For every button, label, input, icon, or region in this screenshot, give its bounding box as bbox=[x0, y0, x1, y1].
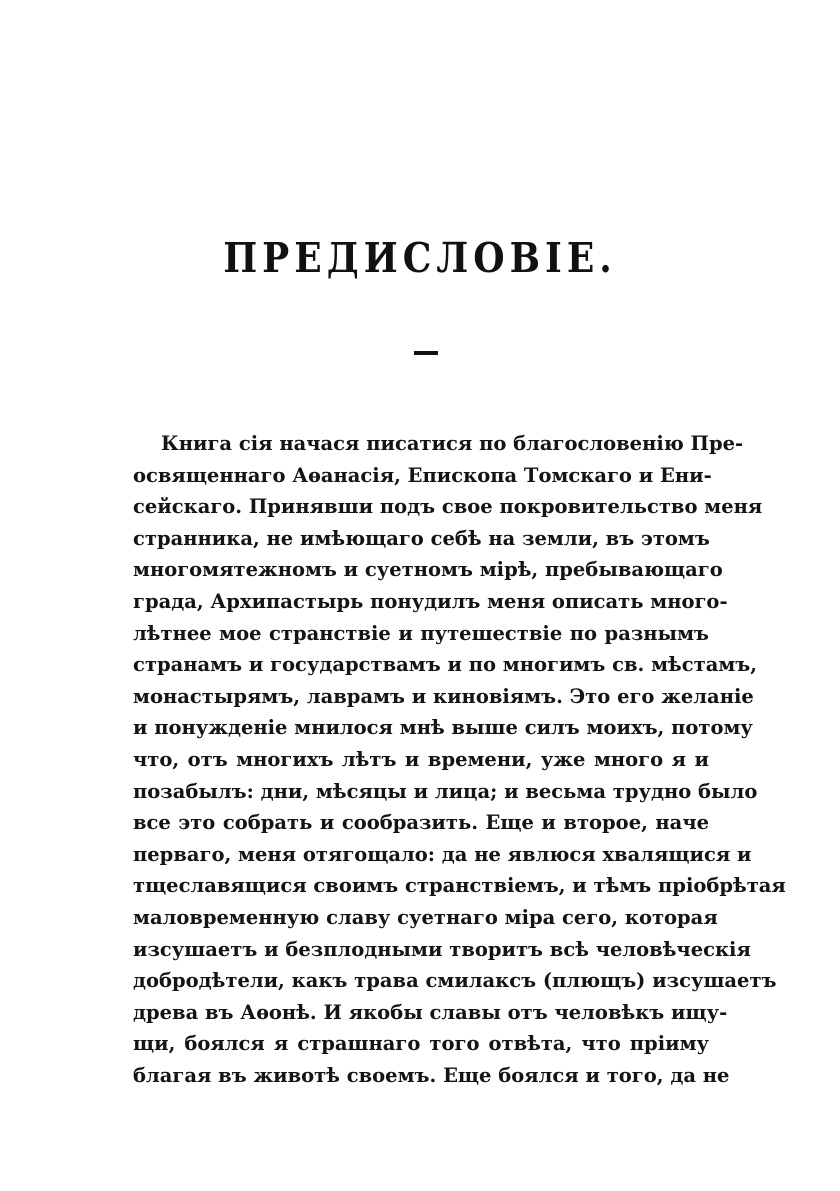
text-line: странника, не имѣющаго себѣ на земли, въ этомъ bbox=[133, 526, 710, 550]
text-line: освященнаго Аѳанасія, Епископа Томскаго и Ени- bbox=[133, 463, 712, 487]
text-line: и понужденіе мнилося мнѣ выше силъ моихъ, потому bbox=[133, 716, 753, 740]
text-line: добродѣтели, какъ трава смилаксъ (плющъ) изсушаетъ bbox=[133, 969, 777, 993]
text-line: сейскаго. Принявши подъ свое покровительство меня bbox=[133, 495, 763, 519]
text-line: щи, боялся я страшнаго того отвѣта, что пріиму bbox=[133, 1032, 709, 1056]
text-line: древа въ Аѳонѣ. И якобы славы отъ человѣкъ ищу- bbox=[133, 1000, 728, 1024]
text-line: Книга сія начася писатися по благословенію Пре- bbox=[161, 432, 744, 455]
text-line: монастырямъ, лаврамъ и киновіямъ. Это его желаніе bbox=[133, 684, 754, 708]
text-line: тщеславящися своимъ странствіемъ, и тѣмъ пріобрѣтая bbox=[133, 874, 786, 898]
text-line: маловременную славу суетнаго міра сего, которая bbox=[133, 905, 718, 929]
text-line: странамъ и государствамъ и по многимъ св. мѣстамъ, bbox=[133, 653, 758, 677]
text-line: лѣтнее мое странствіе и путешествіе по разнымъ bbox=[133, 621, 709, 645]
text-line: все это собрать и сообразить. Еще и второе, наче bbox=[133, 811, 709, 835]
text-line: перваго, меня отягощало: да не явлюся хвалящися и bbox=[133, 842, 752, 866]
text-line: позабылъ: дни, мѣсяцы и лица; и весьма трудно было bbox=[133, 779, 758, 803]
text-line: изсушаетъ и безплодными творитъ всѣ человѣческія bbox=[133, 937, 751, 961]
text-line: что, отъ многихъ лѣтъ и времени, уже много я и bbox=[133, 747, 709, 771]
text-line: многомятежномъ и суетномъ мірѣ, пребывающаго bbox=[133, 558, 723, 582]
preface-paragraph bbox=[133, 428, 786, 1091]
text-line: града, Архипастырь понудилъ меня описать много- bbox=[133, 589, 728, 613]
text-line: благая въ животѣ своемъ. Еще боялся и того, да не bbox=[133, 1063, 730, 1087]
page-title: ПРЕДИСЛОВІЕ. bbox=[223, 233, 617, 283]
title-divider bbox=[414, 351, 438, 355]
